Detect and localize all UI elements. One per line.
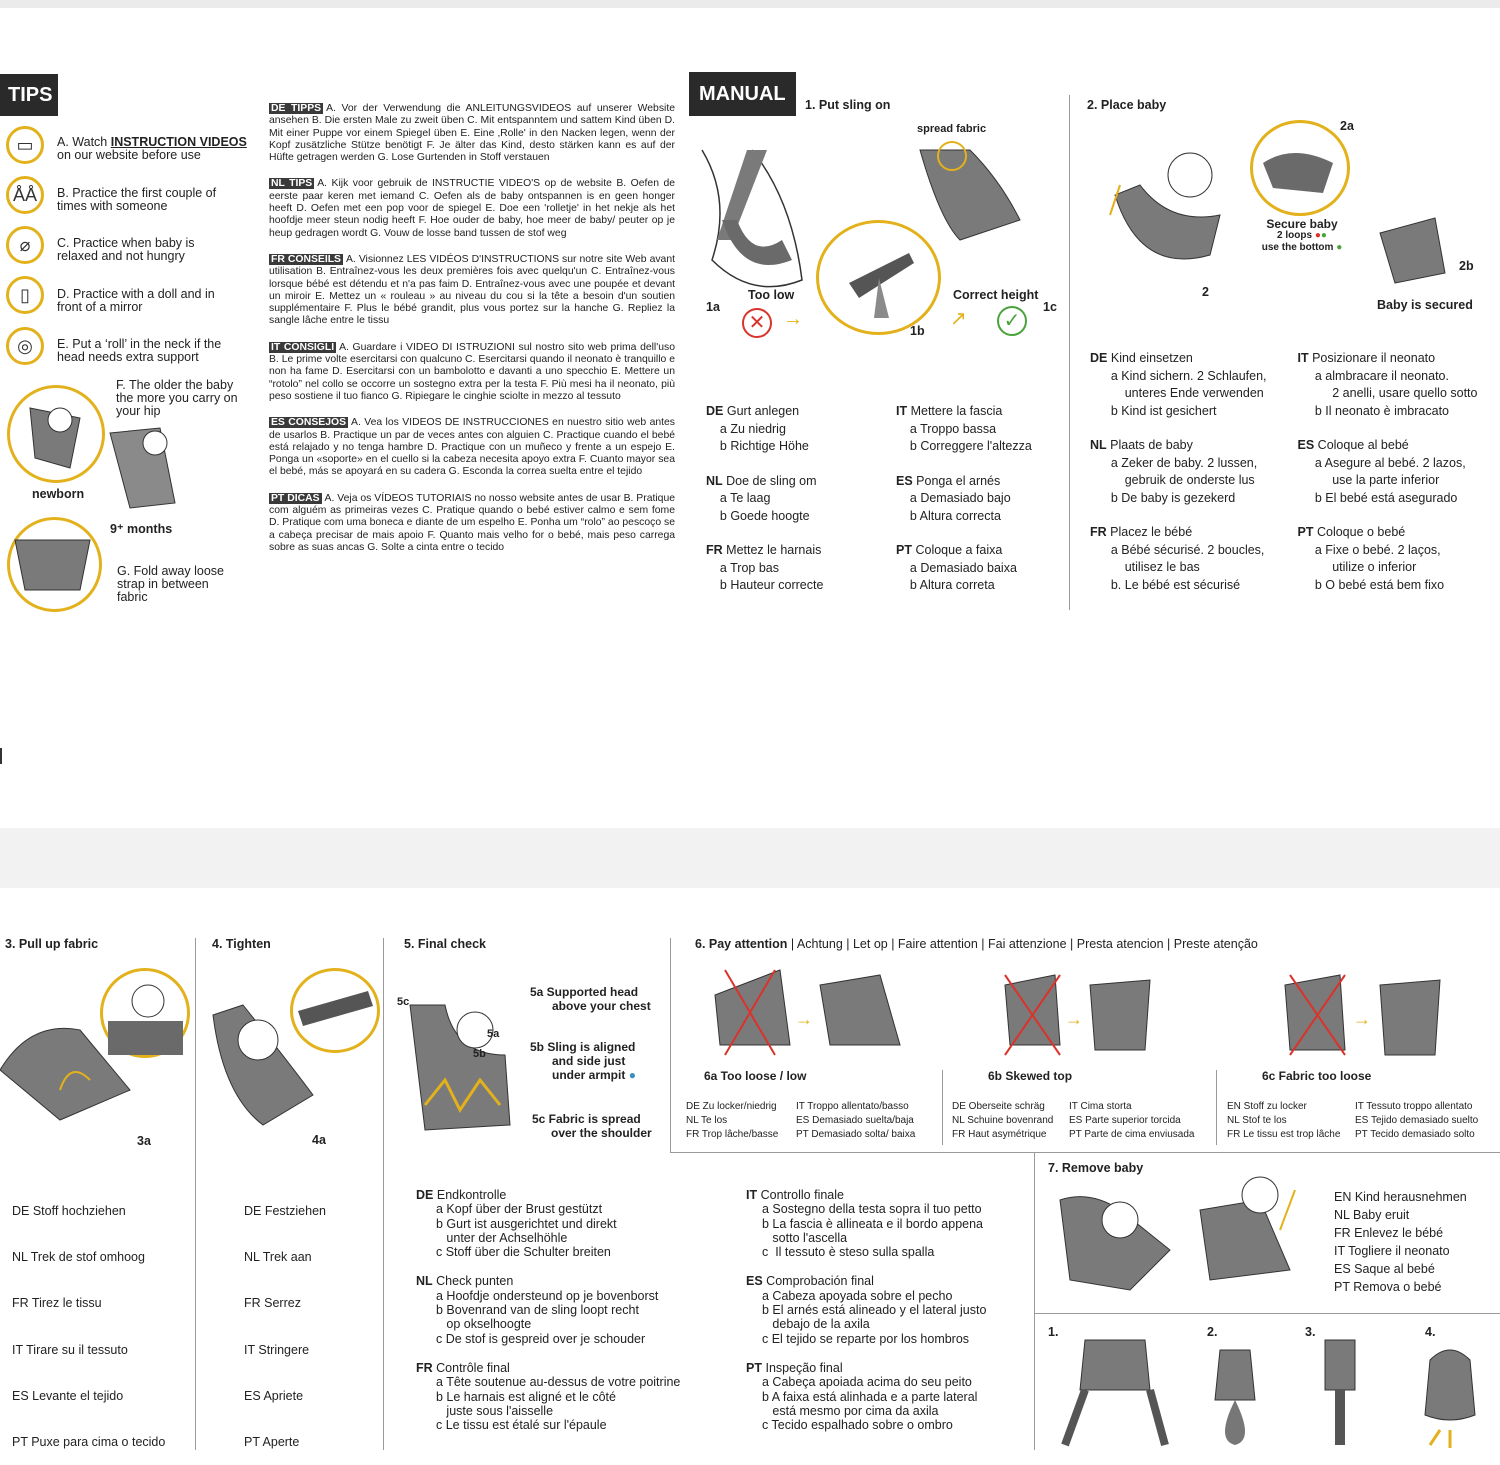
newborn-label: newborn bbox=[32, 487, 85, 501]
tip-e: E. Put a ‘roll’ in the neck if the head needs extra support bbox=[57, 337, 222, 364]
step1-de: DE Gurt anlegen a Zu niedrig b Richtige Höhe bbox=[706, 404, 809, 453]
tip-f: F. The older the baby the more you carry on your hip bbox=[116, 378, 238, 418]
svg-text:→: → bbox=[795, 1009, 813, 1029]
step7-figure bbox=[1050, 1170, 1325, 1310]
fold-step-2-label: 2. bbox=[1207, 1325, 1218, 1339]
label-2b: 2b bbox=[1459, 259, 1474, 273]
step4-detail-circle bbox=[290, 968, 380, 1053]
step1-fr: FR Mettez le harnais a Trop bas b Hauteur correcte bbox=[706, 543, 824, 592]
caption-6b: 6b Skewed top bbox=[988, 1069, 1073, 1083]
label-4a: 4a bbox=[312, 1133, 326, 1147]
divider-step1-step2 bbox=[1069, 95, 1070, 610]
left-edge-mark bbox=[0, 748, 2, 764]
fold-strap-illustration bbox=[7, 517, 102, 612]
caption-6c: 6c Fabric too loose bbox=[1262, 1069, 1372, 1083]
step1-texts bbox=[706, 403, 1066, 595]
fold-step-2-figure bbox=[1195, 1330, 1275, 1448]
top-band bbox=[0, 0, 1500, 8]
label-1c: 1c bbox=[1043, 300, 1057, 314]
step1-pt: PT Coloque a faixa a Demasiado baixa b Altura correta bbox=[896, 543, 1017, 592]
svg-text:→: → bbox=[1065, 1009, 1083, 1029]
mirror-icon: ▯ bbox=[6, 276, 44, 314]
step6b-figure bbox=[990, 965, 1160, 1070]
video-icon: ▭ bbox=[6, 126, 44, 164]
secure-baby-caption: Secure baby 2 loops ●● use the bottom ● bbox=[1261, 217, 1343, 253]
middle-band bbox=[0, 828, 1500, 888]
wrong-cross-icon: ✕ bbox=[742, 308, 772, 338]
caption-5a: 5a Supported head above your chest bbox=[530, 985, 651, 1013]
step2-title: 2. Place baby bbox=[1087, 98, 1167, 112]
fold-step-4-label: 4. bbox=[1425, 1325, 1436, 1339]
tip-d: D. Practice with a doll and in front of a mirror bbox=[57, 287, 215, 314]
step6c-figure bbox=[1275, 965, 1450, 1070]
divider-3-4 bbox=[195, 938, 196, 1450]
step7-title: 7. Remove baby bbox=[1048, 1161, 1144, 1175]
green-dot-icon-2: ● bbox=[1336, 242, 1343, 253]
too-low-label: Too low bbox=[748, 288, 795, 302]
fold-step-1-label: 1. bbox=[1048, 1325, 1059, 1339]
correct-height-label: Correct height bbox=[953, 288, 1039, 302]
step2a-detail-circle bbox=[1250, 120, 1350, 216]
step6-title: 6. Pay attention | Achtung | Let op | Faire attention | Fai attenzione | Presta atencion | Preste atenção bbox=[695, 937, 1258, 951]
step2-it: IT Posizionare il neonato a almbracare il neonato. 2 anelli, usare quello sotto b Il neonato è imbracato bbox=[1297, 351, 1478, 418]
step5-texts bbox=[416, 1188, 1026, 1432]
spread-fabric-label: spread fabric bbox=[917, 123, 987, 135]
label-1b: 1b bbox=[910, 324, 925, 338]
step5-es: ES Comprobación final a Cabeza apoyada sobre el pecho b El arnés está alineado y el lateral justo debajo de la axila c El tejido se reparte por los hombros bbox=[746, 1274, 987, 1346]
step6c-texts: EN Stoff zu locker IT Tessuto troppo allentato NL Stof te los ES Tejido demasiado suelto FR Le tissu est trop lâche PT Tecido demasiado solto bbox=[1227, 1101, 1479, 1140]
instruction-videos-link[interactable]: INSTRUCTION VIDEOS bbox=[110, 135, 247, 149]
divider-7-fold bbox=[1034, 1313, 1500, 1314]
newborn-illustration bbox=[7, 385, 105, 483]
step5-nl: NL Check punten a Hoofdje ondersteund op je bovenborst b Bovenrand van de sling loopt recht op okselhoogte c De stof is gespreid over je schouder bbox=[416, 1274, 659, 1346]
baby-secured-caption: Baby is secured bbox=[1377, 298, 1473, 312]
fold-step-3-label: 3. bbox=[1305, 1325, 1316, 1339]
divider-6a-6b bbox=[942, 1070, 943, 1145]
step4-title: 4. Tighten bbox=[212, 937, 271, 951]
step6a-texts: DE Zu locker/niedrig IT Troppo allentato/basso NL Te los ES Demasiado suelta/baja FR Trop lâche/basse PT Demasiado solta/ baixa bbox=[686, 1101, 916, 1140]
tip-b: B. Practice the first couple of times with someone bbox=[57, 186, 217, 213]
step5-it: IT Controllo finale a Sostegno della testa sopra il tuo petto b La fascia è allineata e il bordo appena sotto l'ascella c Il tessuto è steso sulla spalla bbox=[746, 1188, 983, 1260]
fold-step-3-figure bbox=[1290, 1330, 1390, 1448]
step3a-detail-circle bbox=[100, 968, 190, 1058]
arrow-up-right-icon: ↗ bbox=[950, 308, 967, 330]
green-dot-icon: ● bbox=[1320, 230, 1327, 241]
step6b-texts: DE Oberseite schräg IT Cima storta NL Schuine bovenrand ES Parte superior torcida FR Haut asymétrique PT Parte de cima enviusada bbox=[952, 1101, 1195, 1140]
blue-dot-icon: ● bbox=[628, 1068, 636, 1082]
two-people-icon: ÅÅ bbox=[6, 176, 44, 214]
tips-fr: FR CONSEILS A. Visionnez LES VIDÉOS D'INSTRUCTIONS sur notre site Web avant utilisation B. Entraînez-vous les deux premières fois avec quelqu'un C. Entraînez-vous lorsque bébé est détendu et n'a pas faim D. Entraînez-vous avec une poupée et devant un miroir E. Mettez un « rouleau » au niveau du cou si la tête a besoin d'un soutien supplémentaire F. Plus le bébé grandit, plus vous portez sur la hanche G. Repliez la sangle lâche entre le tissu bbox=[269, 253, 675, 327]
divider-5-6 bbox=[670, 938, 671, 1153]
fold-step-1-figure bbox=[1055, 1330, 1180, 1448]
caption-5b: 5b Sling is aligned and side just under armpit ● bbox=[530, 1040, 636, 1082]
step5-fr: FR Contrôle final a Tête soutenue au-dessus de votre poitrine b Le harnais est aligné et le côté juste sous l'aisselle c Le tissu est étalé sur l'épaule bbox=[416, 1360, 681, 1433]
step5-title: 5. Final check bbox=[404, 937, 486, 951]
label-5b: 5b bbox=[473, 1048, 486, 1060]
tip-c: C. Practice when baby is relaxed and not hungry bbox=[57, 236, 195, 263]
step1-title: 1. Put sling on bbox=[805, 98, 891, 112]
step6a-figure bbox=[700, 965, 920, 1070]
bottle-icon: ⌀ bbox=[6, 226, 44, 264]
tips-pt: PT DICAS A. Veja os VÍDEOS TUTORIAIS no nosso website antes de usar B. Pratique com alguém as primeiras vezes C. Pratique quando o bebé estiver calmo e sem fome D. Pratique com uma boneca e diante de um espelho E. Ponha um “rolo” ao pescoço se a cabeça precisar de mais apoio F. Quanto mais velho for o bebé, mais peso carrega sobre as suas ancas G. Solte a cinta entre o tecido bbox=[269, 492, 676, 553]
step1a-figure bbox=[692, 140, 822, 300]
label-3a: 3a bbox=[137, 1134, 151, 1148]
label-5c: 5c bbox=[397, 996, 410, 1008]
label-2a: 2a bbox=[1340, 119, 1354, 133]
manual-title: MANUAL bbox=[689, 72, 796, 116]
step1-es: ES Ponga el arnés a Demasiado bajo b Altura correcta bbox=[896, 473, 1011, 523]
step2-texts bbox=[1090, 350, 1495, 594]
label-2: 2 bbox=[1202, 285, 1209, 299]
label-1a: 1a bbox=[706, 300, 720, 314]
fold-step-4-figure bbox=[1410, 1330, 1490, 1448]
step3-texts: DE Stoff hochziehen NL Trek de stof omhoog FR Tirez le tissu IT Tirare su il tessuto ES Levante el tejido PT Puxe para cima o tecido bbox=[12, 1204, 166, 1450]
step2-pt: PT Coloque o bebé a Fixe o bebé. 2 laços, utilize o inferior b O bebé está bem fixo bbox=[1297, 525, 1445, 592]
tips-nl: NL TIPS A. Kijk voor gebruik de INSTRUCTIE VIDEO'S op de website B. Oefen de eerste paar keren met iemand C. Oefen als de baby ontspannen is en geen honger heeft D. Oefen met een pop voor de spiegel E. Doe een 'rolletje' in het nekje als het hoofdje meer steun nodig heeft F. Hoe ouder de baby, hoe meer de baby/ peuter op je heup gedragen wordt G. Vouw de losse band tussen de stof weg bbox=[269, 178, 676, 239]
step2-de: DE Kind einsetzen a Kind sichern. 2 Schlaufen, unteres Ende verwenden b Kind ist gesichert bbox=[1090, 351, 1267, 418]
step5-pt: PT Inspeção final a Cabeça apoiada acima do seu peito b A faixa está alinhada e a parte lateral está mesmo por cima da axila c Tecido espalhado sobre o ombro bbox=[746, 1360, 978, 1433]
red-dot-icon: ● bbox=[1314, 230, 1321, 241]
step2-nl: NL Plaats de baby a Zeker de baby. 2 lussen, gebruik de onderste lus b De baby is gezekerd bbox=[1090, 438, 1258, 505]
step1-it: IT Mettere la fascia a Troppo bassa b Correggere l'altezza bbox=[896, 404, 1032, 453]
divider-4-5 bbox=[383, 938, 384, 1450]
step1b-detail-circle bbox=[816, 220, 941, 335]
tip-a: A. Watch INSTRUCTION VIDEOS on our website before use bbox=[57, 135, 247, 162]
divider-7 bbox=[1034, 1153, 1035, 1450]
tips-it: IT CONSIGLI A. Guardare i VIDEO DI ISTRUZIONI sul nostro sito web prima dell'uso B. Le prime volte esercitarsi con qualcuno C. Esercitarsi quando il neonato è tranquillo e non ha fame D. Esercitarsi con un bambolotto e davanti a uno specchio E. Mettere un “rotolo” nel collo se occorre un sostegno extra per la testa F. Più mesi ha il neonato, più peso sostiene il tuo fianco G. Ripiegare le cinghie sciolte in mezzo al tessuto bbox=[269, 341, 675, 402]
step1-nl: NL Doe de sling om a Te laag b Goede hoogte bbox=[706, 473, 817, 523]
divider-6-bottom bbox=[670, 1152, 1500, 1153]
tips-translations bbox=[269, 103, 675, 554]
step2-figure bbox=[1100, 135, 1250, 295]
label-5a: 5a bbox=[487, 1028, 500, 1040]
arrow-right-icon: → bbox=[783, 308, 803, 330]
step3-title: 3. Pull up fabric bbox=[5, 937, 99, 951]
correct-check-icon: ✓ bbox=[997, 306, 1027, 336]
step2b-figure bbox=[1375, 213, 1470, 293]
older-baby-illustration bbox=[100, 423, 185, 513]
step5-de: DE Endkontrolle a Kopf über der Brust gestützt b Gurt ist ausgerichtet und direkt unter der Achselhöhle c Stoff über die Schulter breiten bbox=[416, 1188, 617, 1260]
step2-fr: FR Placez le bébé a Bébé sécurisé. 2 boucles, utilisez le bas b. Le bébé est sécurisé bbox=[1090, 525, 1265, 592]
tips-title: TIPS bbox=[0, 74, 58, 116]
step7-texts: EN Kind herausnehmen NL Baby eruit FR Enlevez le bébé IT Togliere il neonato ES Saque al bebé PT Remova o bebé bbox=[1334, 1190, 1467, 1294]
step2-es: ES Coloque al bebé a Asegure al bebé. 2 lazos, use la parte inferior b El bebé está asegurado bbox=[1297, 438, 1466, 505]
step4-texts: DE Festziehen NL Trek aan FR Serrez IT Stringere ES Apriete PT Aperte bbox=[244, 1204, 326, 1450]
divider-6b-6c bbox=[1216, 1070, 1217, 1145]
tip-g: G. Fold away loose strap in between fabric bbox=[117, 564, 224, 604]
caption-5c: 5c Fabric is spread over the shoulder bbox=[532, 1112, 652, 1140]
svg-text:→: → bbox=[1353, 1009, 1371, 1029]
step5-figure bbox=[395, 995, 525, 1150]
tips-de: DE TIPPS A. Vor der Verwendung die ANLEITUNGSVIDEOS auf unserer Website ansehen B. Die ersten Male zu zweit üben C. Mit entspanntem und sattem Kind üben D. Mit einer Puppe vor einem Spiegel üben E. Eine ‚Rolle' in den Nacken legen, wenn der Kopf zusätzliche Stütze benötigt F. Je älter das Kind, desto stärken kann es auf der Hüfte getragen werden G. Lose Gurtenden in Stoff verstauen bbox=[269, 103, 675, 164]
roll-icon: ◎ bbox=[6, 327, 44, 365]
months-label: 9⁺ months bbox=[110, 522, 173, 536]
caption-6a: 6a Too loose / low bbox=[704, 1069, 807, 1083]
tips-es: ES CONSEJOS A. Vea los VIDEOS DE INSTRUCCIONES en nuestro sitio web antes de usarlos B. Practique un par de veces antes con alguien C. Practique cuando el bebé está relajado y no tenga hambre D. Practique con un muñeco y frente a un espejo E. Ponga un «soporte» en el cuello si la cabeza necesita apoyo extra F. Cuanto mayor sea el bebé, más se apoyará en su cadera G. Esconda la correa suelta entre el tejido bbox=[269, 417, 675, 478]
